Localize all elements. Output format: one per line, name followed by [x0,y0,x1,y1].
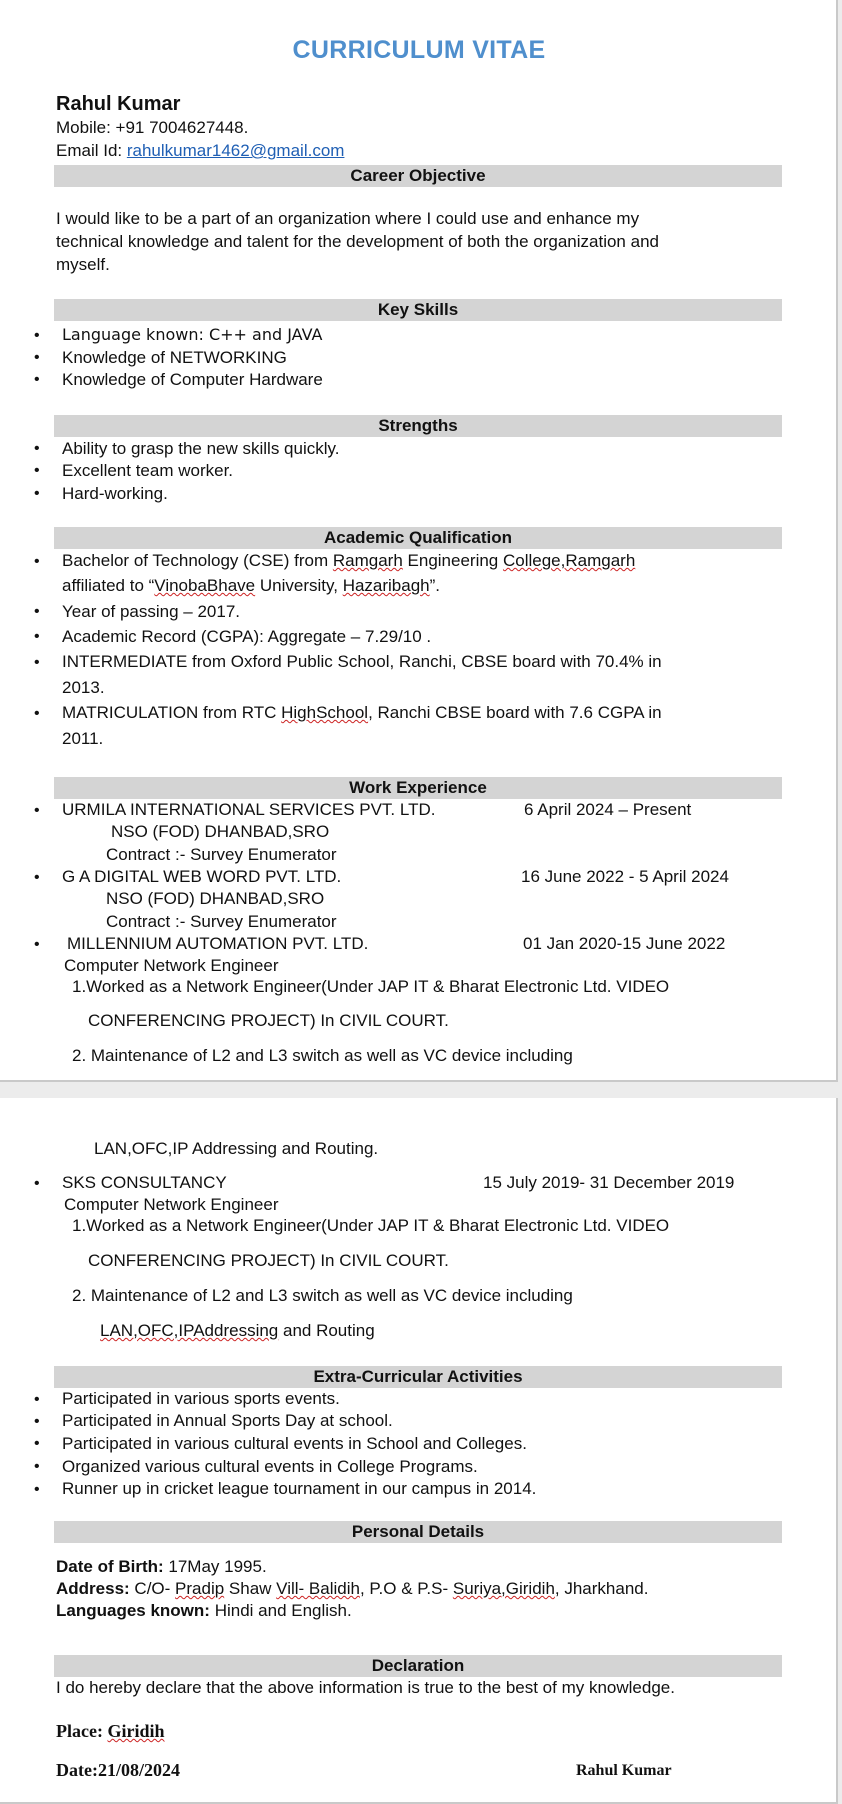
bullet-icon: • [34,869,40,886]
academic-inter-line-2: 2013. [62,678,105,697]
job-4-company: SKS CONSULTANCY [62,1173,227,1192]
job-4-dates: 15 July 2019- 31 December 2019 [483,1173,735,1192]
bullet-icon: • [34,654,40,671]
section-academic: Academic Qualification [54,527,782,549]
job-1-role: Contract :- Survey Enumerator [106,845,337,864]
activity-item: Participated in Annual Sports Day at school. [62,1411,393,1430]
bullet-icon: • [34,1391,40,1408]
email-link[interactable]: rahulkumar1462@gmail.com [126,141,345,160]
job-4-role: Computer Network Engineer [64,1195,279,1214]
strength-item: Ability to grasp the new skills quickly. [62,439,340,458]
job-4-duty-2b: LAN,OFC,IPAddressing and Routing [100,1321,375,1340]
job-1-dates: 6 April 2024 – Present [524,800,692,819]
job-2-office: NSO (FOD) DHANBAD,SRO [106,889,325,908]
bullet-icon: • [34,553,40,570]
bullet-icon: • [34,936,40,953]
bullet-icon: • [34,603,40,620]
bullet-icon: • [34,1481,40,1498]
email-line [56,140,344,162]
activity-item: Organized various cultural events in College Programs. [62,1457,478,1476]
bullet-icon: • [34,1458,40,1475]
personal-languages: Languages known: Hindi and English. [56,1601,352,1620]
academic-btech-line-2: affiliated to “VinobaBhave University, Hazaribagh”. [62,576,441,595]
academic-matric-line-2: 2011. [62,729,104,748]
skill-item: Language known: C++ and JAVA [62,325,323,344]
skill-item: Knowledge of NETWORKING [62,348,287,367]
page-2 [0,1098,838,1804]
job-3-duty-2a: 2. Maintenance of L2 and L3 switch as well as VC device including [72,1046,573,1065]
strength-item: Hard-working. [62,484,168,503]
bullet-icon: • [34,485,40,502]
skill-item: Knowledge of Computer Hardware [62,370,323,389]
objective-line-1: I would like to be a part of an organization where I could use and enhance my [56,209,640,228]
personal-address: Address: C/O- Pradip Shaw Vill- Balidih, P.O & P.S- Suriya,Giridih, Jharkhand. [56,1579,649,1598]
section-strengths: Strengths [54,415,782,437]
declaration-text: I do hereby declare that the above information is true to the best of my knowledge. [56,1678,675,1697]
section-extra-curricular: Extra-Curricular Activities [54,1366,782,1388]
academic-year: Year of passing – 2017. [62,602,241,621]
bullet-icon: • [34,1435,40,1452]
activity-item: Participated in various cultural events in School and Colleges. [62,1434,527,1453]
declaration-date: Date:21/08/2024 [56,1760,180,1780]
candidate-name: Rahul Kumar [56,93,181,115]
job-2-dates: 16 June 2022 - 5 April 2024 [521,867,729,886]
bullet-icon: • [34,1413,40,1430]
objective-line-3: myself. [56,255,110,274]
bullet-icon: • [34,802,40,819]
bullet-icon: • [34,327,40,344]
job-2-company: G A DIGITAL WEB WORD PVT. LTD. [62,867,342,886]
job-4-duty-1a: 1.Worked as a Network Engineer(Under JAP IT & Bharat Electronic Ltd. VIDEO [72,1216,670,1235]
job-4-duty-2a: 2. Maintenance of L2 and L3 switch as well as VC device including [72,1286,573,1305]
bullet-icon: • [34,462,40,479]
job-3-duty-1b: CONFERENCING PROJECT) In CIVIL COURT. [88,1011,449,1030]
cv-title: CURRICULUM VITAE [292,36,546,64]
signature-name: Rahul Kumar [576,1762,672,1779]
objective-line-2: technical knowledge and talent for the development of both the organization and [56,232,659,251]
section-career-objective: Career Objective [54,165,782,187]
job-3-duty-1a: 1.Worked as a Network Engineer(Under JAP IT & Bharat Electronic Ltd. VIDEO [72,977,670,996]
bullet-icon: • [34,371,40,388]
bullet-icon: • [34,1175,40,1192]
job-1-office: NSO (FOD) DHANBAD,SRO [111,822,330,841]
job-2-role: Contract :- Survey Enumerator [106,912,337,931]
personal-dob: Date of Birth: 17May 1995. [56,1557,267,1576]
bullet-icon: • [34,349,40,366]
section-key-skills: Key Skills [54,299,782,321]
job-4-duty-1b: CONFERENCING PROJECT) In CIVIL COURT. [88,1251,449,1270]
bullet-icon: • [34,628,40,645]
academic-inter-line-1: INTERMEDIATE from Oxford Public School, Ranchi, CBSE board with 70.4% in [62,652,662,671]
declaration-place: Place: Giridih [56,1721,165,1741]
academic-cgpa: Academic Record (CGPA): Aggregate – 7.29/10 . [62,627,432,646]
email-label: Email Id: [56,141,127,160]
section-personal-details: Personal Details [54,1521,782,1543]
section-work-experience: Work Experience [54,777,782,799]
section-declaration: Declaration [54,1655,782,1677]
activity-item: Runner up in cricket league tournament in our campus in 2014. [62,1479,537,1498]
strength-item: Excellent team worker. [62,461,234,480]
job-1-company: URMILA INTERNATIONAL SERVICES PVT. LTD. [62,800,436,819]
job-3-role: Computer Network Engineer [64,956,279,975]
bullet-icon: • [34,705,40,722]
job-3-dates: 01 Jan 2020-15 June 2022 [523,934,726,953]
academic-matric-line-1: MATRICULATION from RTC HighSchool, Ranchi CBSE board with 7.6 CGPA in [62,703,662,722]
mobile-number: Mobile: +91 7004627448. [56,118,249,137]
academic-btech-line-1: Bachelor of Technology (CSE) from Ramgarh Engineering College,Ramgarh [62,551,636,570]
job-3-company: MILLENNIUM AUTOMATION PVT. LTD. [67,934,369,953]
job-3-duty-2b: LAN,OFC,IP Addressing and Routing. [94,1139,379,1158]
bullet-icon: • [34,440,40,457]
activity-item: Participated in various sports events. [62,1389,340,1408]
